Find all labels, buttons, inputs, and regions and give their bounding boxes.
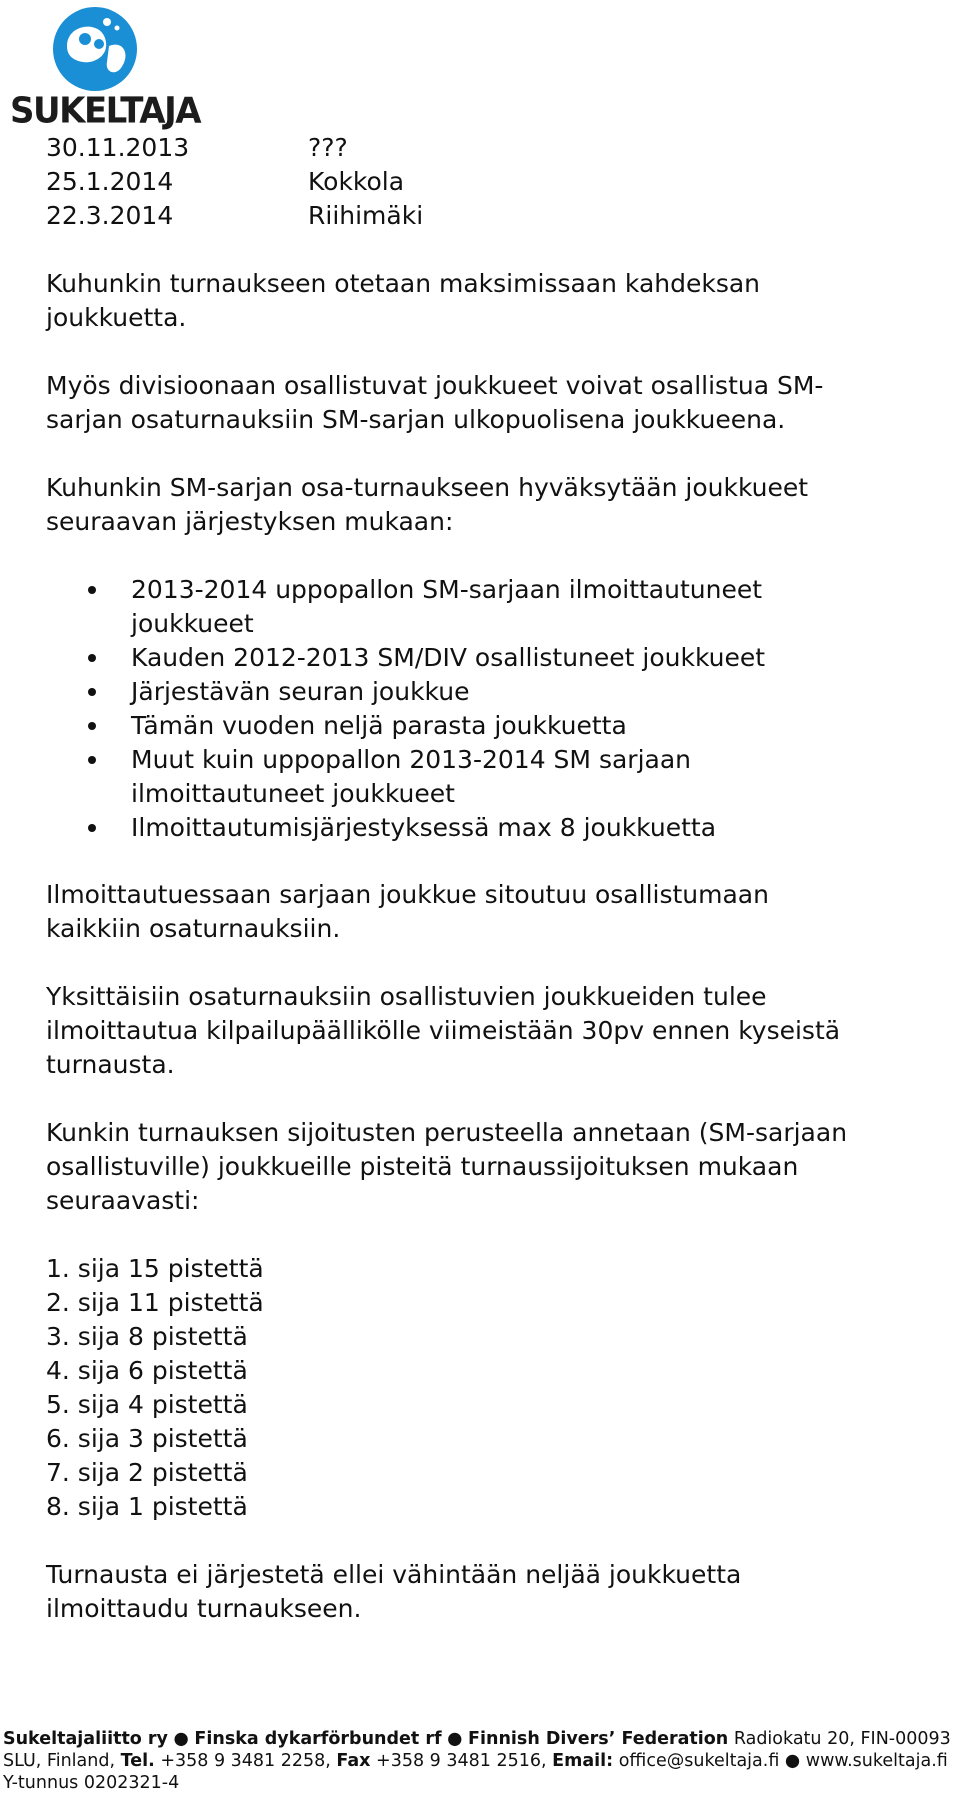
footer-line-2 — [3, 1750, 958, 1772]
text-line: sarjan osaturnauksiin SM-sarjan ulkopuolisena joukkueena. — [46, 405, 786, 434]
date: 25.1.2014 — [46, 167, 174, 196]
website-link[interactable]: www.sukeltaja.fi — [805, 1751, 948, 1771]
list-item — [46, 573, 926, 641]
ranking-item: 1. sija 15 pistettä — [46, 1254, 264, 1283]
ranking-item: 7. sija 2 pistettä — [46, 1458, 248, 1487]
text-line: Turnausta ei järjestetä ellei vähintään neljää joukkuetta — [46, 1560, 742, 1589]
list-item-text: 2013-2014 uppopallon SM-sarjaan ilmoittautuneet — [131, 575, 763, 604]
ranking-item: 2. sija 11 pistettä — [46, 1288, 264, 1317]
text-line: Myös divisioonaan osallistuvat joukkueet voivat osallistua SM- — [46, 371, 824, 400]
ranking-item: 4. sija 6 pistettä — [46, 1356, 248, 1385]
list-item-text: Järjestävän seuran joukkue — [131, 677, 470, 706]
text-line: joukkuetta. — [46, 303, 187, 332]
text-line: seuraavasti: — [46, 1186, 200, 1215]
location: Riihimäki — [308, 201, 424, 230]
business-id: Y-tunnus 0202321-4 — [3, 1773, 180, 1793]
date: 22.3.2014 — [46, 201, 174, 230]
date-row — [46, 165, 423, 199]
ranking-item: 3. sija 8 pistettä — [46, 1322, 248, 1351]
paragraph-minimum-teams — [46, 1558, 946, 1626]
list-item — [46, 641, 926, 675]
text-line: Kunkin turnauksen sijoitusten perusteella annetaan (SM-sarjaan — [46, 1118, 848, 1147]
text-line: ilmoittautua kilpailupäällikölle viimeistään 30pv ennen kyseistä — [46, 1016, 841, 1045]
text-line: seuraavan järjestyksen mukaan: — [46, 507, 454, 536]
address: Radiokatu 20, FIN-00093 — [733, 1729, 951, 1749]
org-name-en: Finnish Divers’ Federation — [468, 1729, 729, 1749]
list-item — [46, 811, 926, 845]
page-footer — [3, 1728, 958, 1794]
text-line: Ilmoittautuessaan sarjaan joukkue sitoutuu osallistumaan — [46, 880, 769, 909]
email-link[interactable]: office@sukeltaja.fi — [618, 1751, 780, 1771]
text-line: Kuhunkin SM-sarjan osa-turnaukseen hyväksytään joukkueet — [46, 473, 809, 502]
acceptance-order-list — [46, 573, 926, 845]
address-country: SLU, Finland, — [3, 1751, 116, 1771]
tel-label: Tel. — [120, 1751, 155, 1771]
email-label: Email: — [552, 1751, 614, 1771]
text-line: Kuhunkin turnaukseen otetaan maksimissaan kahdeksan — [46, 269, 761, 298]
fax-number: +358 9 3481 2516, — [376, 1751, 547, 1771]
list-item-text: ilmoittautuneet joukkueet — [131, 779, 455, 808]
paragraph-points — [46, 1116, 946, 1218]
org-name-sv: Finska dykarförbundet rf — [194, 1729, 442, 1749]
tel-number: +358 9 3481 2258, — [160, 1751, 331, 1771]
list-item — [46, 709, 926, 743]
ranking-item: 8. sija 1 pistettä — [46, 1492, 248, 1521]
paragraph-division-teams — [46, 369, 946, 437]
text-line: kaikkiin osaturnauksiin. — [46, 914, 341, 943]
date-row — [46, 131, 423, 165]
diver-logo-icon — [45, 6, 151, 92]
text-line: osallistuville) joukkueille pisteitä turnaussijoituksen mukaan — [46, 1152, 799, 1181]
location: Kokkola — [308, 167, 405, 196]
list-item — [46, 743, 926, 811]
fax-label: Fax — [336, 1751, 371, 1771]
list-item-text: Ilmoittautumisjärjestyksessä max 8 joukkuetta — [131, 813, 717, 842]
date: 30.11.2013 — [46, 133, 190, 162]
paragraph-registration-deadline — [46, 980, 946, 1082]
paragraph-acceptance-order — [46, 471, 946, 539]
text-line: ilmoittaudu turnaukseen. — [46, 1594, 362, 1623]
list-item-text: Kauden 2012-2013 SM/DIV osallistuneet joukkueet — [131, 643, 766, 672]
location: ??? — [308, 133, 348, 162]
list-item-text: Muut kuin uppopallon 2013-2014 SM sarjaan — [131, 745, 691, 774]
points-ranking-list — [46, 1252, 264, 1524]
separator-dot: ● — [173, 1729, 189, 1749]
ranking-item: 6. sija 3 pistettä — [46, 1424, 248, 1453]
separator-dot: ● — [784, 1751, 801, 1771]
footer-line-3 — [3, 1772, 958, 1794]
sukeltaja-logo — [8, 6, 201, 132]
text-line: Yksittäisiin osaturnauksiin osallistuvien joukkueiden tulee — [46, 982, 767, 1011]
list-item-text: Tämän vuoden neljä parasta joukkuetta — [131, 711, 627, 740]
ranking-item: 5. sija 4 pistettä — [46, 1390, 248, 1419]
list-item-text: joukkueet — [131, 609, 254, 638]
logo-wordmark: SUKELTAJA — [10, 90, 201, 132]
paragraph-max-teams — [46, 267, 946, 335]
tournament-dates — [46, 131, 423, 233]
text-line: turnausta. — [46, 1050, 175, 1079]
footer-line-1 — [3, 1728, 958, 1750]
separator-dot: ● — [447, 1729, 463, 1749]
org-name-fi: Sukeltajaliitto ry — [3, 1729, 168, 1749]
list-item — [46, 675, 926, 709]
paragraph-commitment — [46, 878, 946, 946]
date-row — [46, 199, 423, 233]
